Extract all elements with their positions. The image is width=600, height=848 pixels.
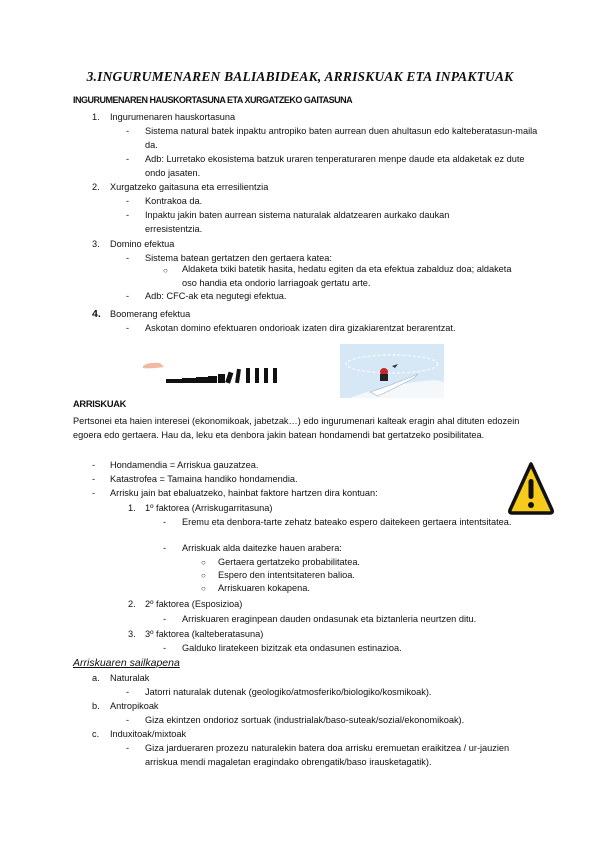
bullet-text: Arriskuaren eraginpean dauden ondasunak eta biztanleria neurtzen ditu. xyxy=(182,614,477,624)
bullet-circle: ○ xyxy=(201,584,206,593)
bullet-text: Sistema natural batek inpaktu antropiko baten aurrean duen ahultasun edo kalteberatasun-maila da. xyxy=(145,126,538,150)
factor-label: 2º faktorea (Esposizioa) xyxy=(145,599,243,609)
domino-tile xyxy=(225,372,233,384)
bullet-dash: - xyxy=(92,474,96,484)
domino-tile xyxy=(182,378,196,383)
bullet-dash: - xyxy=(126,687,130,697)
domino-tile xyxy=(246,368,250,383)
bullet-text: Galduko liratekeen bizitzak eta ondasunen estinazioa. xyxy=(182,643,402,653)
list-number: 1. xyxy=(128,503,136,513)
domino-image xyxy=(140,355,285,387)
list-item-label: Domino efektua xyxy=(110,239,175,249)
sub-bullet-text: Aldaketa txiki batetik hasita, hedatu egiten da eta efektua zabalduz doa; aldaketa oso handia eta ondorio larriagoak gertatu arte. xyxy=(182,264,512,288)
definition-text: Hondamendia = Arriskua gauzatzea. xyxy=(110,460,259,470)
bullet-dash: - xyxy=(126,154,130,164)
bullet-dash: - xyxy=(163,643,167,653)
domino-tile xyxy=(208,376,217,383)
bullet-dash: - xyxy=(92,488,96,498)
bullet-text: Adb: Lurretako ekosistema batzuk uraren tenperaturaren menpe daude eta aldaketak ez dute ondo jasaten. xyxy=(145,154,525,178)
bullet-text: Arriskuak alda daitezke hauen arabera: xyxy=(182,543,342,553)
bullet-dash: - xyxy=(126,126,130,136)
list-number: 1. xyxy=(92,112,100,122)
domino-tile xyxy=(264,368,268,383)
list-letter: b. xyxy=(92,701,100,711)
bullet-text: Askotan domino efektuaren ondorioak izaten dira gizakiarentzat berarentzat. xyxy=(145,323,456,333)
type-label: Naturalak xyxy=(110,673,150,683)
list-item-label: Ingurumenaren hauskortasuna xyxy=(110,112,236,122)
classification-heading: Arriskuaren sailkapena xyxy=(73,657,180,669)
domino-tile xyxy=(196,377,208,383)
factor-label: 1º faktorea (Arriskugarritasuna) xyxy=(145,503,273,513)
boomerang-image xyxy=(340,344,444,398)
sub-bullet-text: Gertaera gertatzeko probabilitatea. xyxy=(218,557,360,567)
type-label: Induxitoak/mixtoak xyxy=(110,729,187,739)
bullet-dash: - xyxy=(126,253,130,263)
factor-label: 3º faktorea (kalteberatasuna) xyxy=(145,629,264,639)
finger-shape xyxy=(143,363,164,369)
bullet-circle: ○ xyxy=(201,558,206,567)
intro-paragraph: Pertsonei eta haien interesei (ekonomikoak, jabetzak…) edo ingurumenari kalteak eragin ahal dituten edozein egoera edo gertaera. Hau da, leku eta denbora jakin batean hondamendi bat gertatzeko posibilitatea. xyxy=(73,416,520,440)
bullet-dash: - xyxy=(126,196,130,206)
bullet-circle: ○ xyxy=(163,266,168,275)
definition-text: Arrisku jain bat ebaluatzeko, hainbat faktore hartzen dira kontuan: xyxy=(110,488,378,498)
list-number: 3. xyxy=(128,629,136,639)
bullet-dash: - xyxy=(126,715,130,725)
list-number: 2. xyxy=(92,182,100,192)
bullet-dash: - xyxy=(126,210,130,220)
bullet-dash: - xyxy=(126,291,130,301)
bullet-dash: - xyxy=(126,323,130,333)
list-number: 2. xyxy=(128,599,136,609)
type-label: Antropikoak xyxy=(110,701,159,711)
domino-tile xyxy=(273,368,277,383)
domino-tile xyxy=(235,369,241,383)
domino-tile xyxy=(218,374,225,383)
list-item-label: Boomerang efektua xyxy=(110,309,191,319)
bullet-text: Kontrakoa da. xyxy=(145,196,203,206)
bullet-dash: - xyxy=(163,614,167,624)
definition-text: Katastrofea = Tamaina handiko hondamendia. xyxy=(110,474,298,484)
domino-tile xyxy=(255,368,259,383)
list-letter: c. xyxy=(92,729,100,739)
bullet-text: Adb: CFC-ak eta negutegi efektua. xyxy=(145,291,287,301)
bullet-circle: ○ xyxy=(201,571,206,580)
bullet-dash: - xyxy=(163,517,167,527)
list-item-label: Xurgatzeko gaitasuna eta erresilientzia xyxy=(110,182,269,192)
bullet-dash: - xyxy=(163,543,167,553)
bullet-text: Inpaktu jakin baten aurrean sistema naturalak aldatzearen aurkako daukan erresistentzia. xyxy=(145,210,450,234)
bullet-text: Giza ekintzen ondorioz sortuak (industrialak/baso-suteak/sozial/ekonomikoak). xyxy=(145,715,465,725)
bullet-dash: - xyxy=(92,460,96,470)
warning-icon xyxy=(508,461,554,515)
bullet-text: Jatorri naturalak dutenak (geologiko/atmosferiko/biologiko/kosmikoak). xyxy=(145,687,432,697)
list-number: 4. xyxy=(92,308,101,320)
bullet-dash: - xyxy=(126,743,130,753)
bullet-text: Giza jardueraren prozezu naturalekin batera doa arrisku eremuetan eraikitzea / ur-jauzien arriskua mendi magaletan eragindako obrengatik/baso irausketagatik). xyxy=(145,743,510,767)
list-number: 3. xyxy=(92,239,100,249)
sub-bullet-text: Arriskuaren kokapena. xyxy=(218,583,310,593)
bullet-text: Eremu eta denbora-tarte zehatz bateako espero daitekeen gertaera intentsitatea. xyxy=(182,517,512,527)
bullet-text: Sistema batean gertatzen den gertaera katea: xyxy=(145,253,332,263)
list-letter: a. xyxy=(92,673,100,683)
page-title: 3.INGURUMENAREN BALIABIDEAK, ARRISKUAK ETA INPAKTUAK xyxy=(86,69,514,84)
section-subheading: INGURUMENAREN HAUSKORTASUNA ETA XURGATZEKO GAITASUNA xyxy=(73,95,353,105)
section-heading: ARRISKUAK xyxy=(73,399,127,409)
sub-bullet-text: Espero den intentsitateren balioa. xyxy=(218,570,355,580)
domino-tile xyxy=(166,379,182,383)
